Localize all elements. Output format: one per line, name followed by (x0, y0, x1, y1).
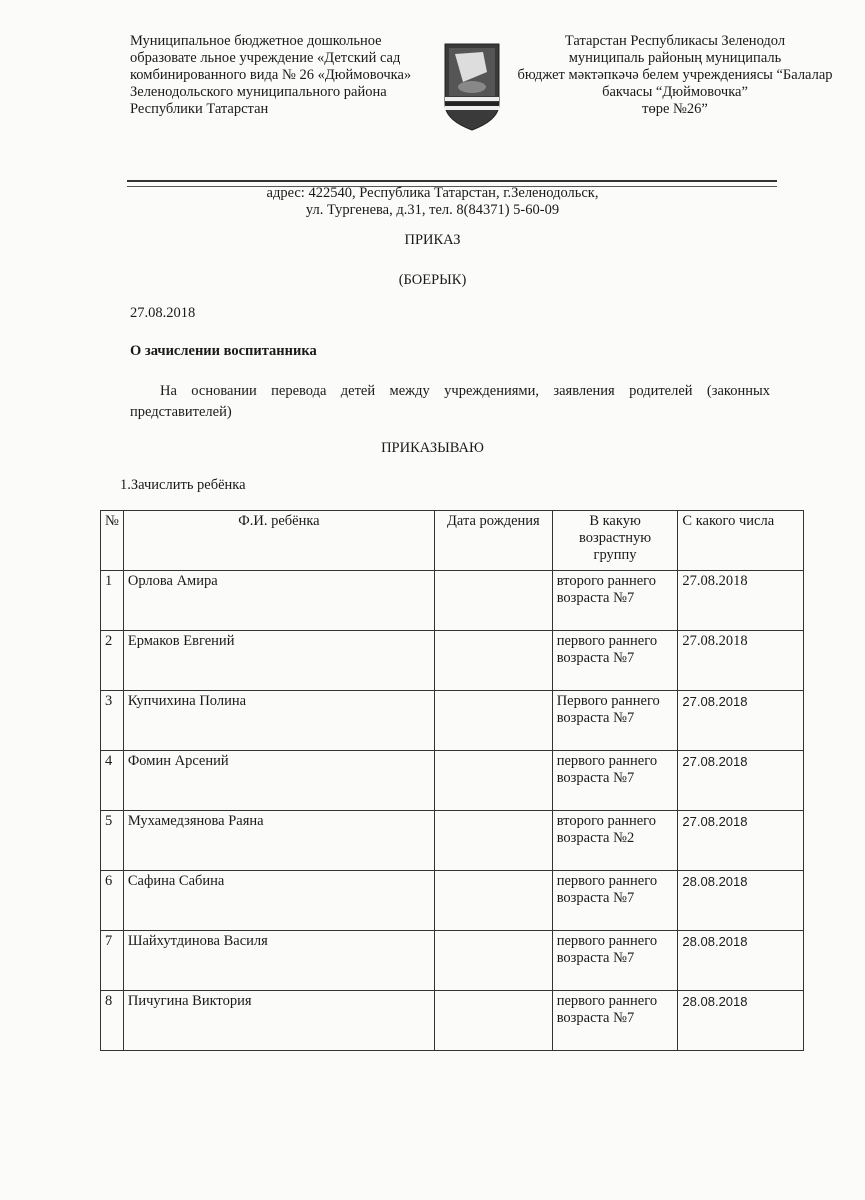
start-date: 27.08.2018 (678, 571, 804, 631)
child-name: Пичугина Виктория (123, 991, 434, 1051)
address-line: адрес: 422540, Республика Татарстан, г.Зеленодольск, (266, 185, 599, 201)
row-number: 4 (101, 751, 124, 811)
org-name-russian (130, 33, 430, 118)
col-header-group: В какую возрастную группу (552, 511, 678, 571)
address-line: ул. Тургенева, д.31, тел. 8(84371) 5-60-09 (305, 202, 560, 218)
row-number: 7 (101, 931, 124, 991)
child-name: Купчихина Полина (123, 691, 434, 751)
row-number: 3 (101, 691, 124, 751)
doc-item: 1.Зачислить ребёнка (120, 477, 246, 493)
child-name: Ермаков Евгений (123, 631, 434, 691)
table-header-row (101, 511, 804, 571)
age-group: первого раннего возраста №7 (552, 931, 678, 991)
age-group: Первого раннего возраста №7 (552, 691, 678, 751)
birth-date (435, 811, 553, 871)
age-group: первого раннего возраста №7 (552, 871, 678, 931)
header-line: бюджет мәктәпкәчә белем учреждениясы “Балалар (517, 67, 833, 83)
start-date: 27.08.2018 (678, 751, 804, 811)
doc-subject: О зачислении воспитанника (130, 343, 317, 359)
doc-order: ПРИКАЗЫВАЮ (381, 440, 484, 456)
start-date: 27.08.2018 (678, 691, 804, 751)
start-date: 28.08.2018 (678, 871, 804, 931)
child-name: Шайхутдинова Василя (123, 931, 434, 991)
doc-title-tatar: (БОЕРЫК) (398, 272, 467, 288)
child-name: Сафина Сабина (123, 871, 434, 931)
start-date: 28.08.2018 (678, 931, 804, 991)
header-line: образовате льное учреждение «Детский сад (130, 50, 401, 66)
table-row (101, 631, 804, 691)
col-header-number: № (101, 511, 124, 571)
birth-date (435, 991, 553, 1051)
table-row (101, 811, 804, 871)
table-row (101, 931, 804, 991)
row-number: 2 (101, 631, 124, 691)
table-row (101, 691, 804, 751)
birth-date (435, 751, 553, 811)
birth-date (435, 571, 553, 631)
table-row (101, 751, 804, 811)
header-line: Зеленодольского муниципального района (130, 84, 387, 100)
start-date: 28.08.2018 (678, 991, 804, 1051)
birth-date (435, 631, 553, 691)
child-name: Фомин Арсений (123, 751, 434, 811)
age-group: первого раннего возраста №7 (552, 631, 678, 691)
header-line: комбинированного вида № 26 «Дюймовочка» (130, 67, 412, 83)
header-line: Республики Татарстан (130, 101, 269, 117)
table-row (101, 571, 804, 631)
doc-date: 27.08.2018 (130, 305, 196, 321)
table-row (101, 991, 804, 1051)
start-date: 27.08.2018 (678, 811, 804, 871)
age-group: первого раннего возраста №7 (552, 991, 678, 1051)
age-group: второго раннего возраста №2 (552, 811, 678, 871)
header-line: бакчасы “Дюймовочка” (602, 84, 748, 100)
org-name-tatar (515, 33, 835, 118)
age-group: первого раннего возраста №7 (552, 751, 678, 811)
children-table (100, 510, 804, 1051)
row-number: 1 (101, 571, 124, 631)
row-number: 8 (101, 991, 124, 1051)
doc-basis: На основании перевода детей между учреждениями, заявления родителей (законных представителей) (130, 383, 770, 420)
header-line: Татарстан Республикасы Зеленодол (564, 33, 786, 49)
row-number: 6 (101, 871, 124, 931)
row-number: 5 (101, 811, 124, 871)
child-name: Мухамедзянова Раяна (123, 811, 434, 871)
col-header-from: С какого числа (678, 511, 804, 571)
coat-of-arms-icon (443, 42, 501, 132)
col-header-name: Ф.И. ребёнка (123, 511, 434, 571)
child-name: Орлова Амира (123, 571, 434, 631)
birth-date (435, 871, 553, 931)
age-group: второго раннего возраста №7 (552, 571, 678, 631)
header-line: төре №26” (642, 101, 708, 117)
birth-date (435, 691, 553, 751)
col-header-dob: Дата рождения (435, 511, 553, 571)
start-date: 27.08.2018 (678, 631, 804, 691)
header-line: муниципаль районың муниципаль (568, 50, 782, 66)
table-row (101, 871, 804, 931)
birth-date (435, 931, 553, 991)
doc-title: ПРИКАЗ (404, 232, 461, 248)
address (0, 185, 865, 219)
header-line: Муниципальное бюджетное дошкольное (130, 33, 382, 49)
